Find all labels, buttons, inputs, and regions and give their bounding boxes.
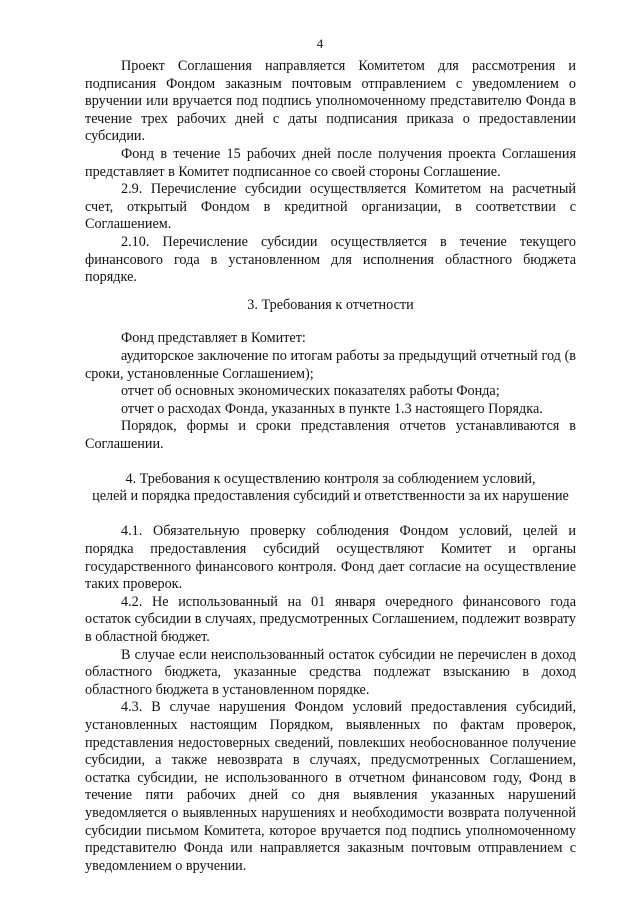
paragraph-fund-submits: Фонд представляет в Комитет: [121,330,306,347]
paragraph-economic-report: отчет об основных экономических показателях работы Фонда; [121,383,500,400]
section-4-heading-line-1: 4. Требования к осуществлению контроля за соблюдением условий, [125,471,536,488]
paragraph-2-9: 2.9. Перечисление субсидии осуществляется Комитетом на расчетный счет, открытый Фондом в кредитной организации, в соответствии с Соглашением. [85,181,576,233]
paragraph-2-10: 2.10. Перечисление субсидии осуществляется в течение текущего финансового года в установленном для исполнения областного бюджета порядке. [85,233,576,286]
paragraph-audit-report: аудиторское заключение по итогам работы за предыдущий отчетный год (в сроки, установленные Соглашением); [85,347,576,382]
document-body [85,58,576,875]
section-3-heading: 3. Требования к отчетности [247,296,414,313]
paragraph-fund-signing: Фонд в течение 15 рабочих дней после получения проекта Соглашения представляет в Комитет подписанное со своей стороны Соглашение. [85,145,576,180]
paragraph-expenses-report: отчет о расходах Фонда, указанных в пункте 1.3 настоящего Порядка. [121,400,543,417]
paragraph-4-1: 4.1. Обязательную проверку соблюдения Фондом условий, целей и порядка предоставления субсидий осуществляют Комитет и органы государственного финансового контроля. Фонд дает согласие на осуществление таких проверок. [85,523,576,593]
paragraph-4-2: 4.2. Не использованный на 01 января очередного финансового года остаток субсидии в случаях, предусмотренных Соглашением, подлежит возврату в областной бюджет. [85,593,576,646]
page-number: 4 [316,36,324,51]
paragraph-agreement-draft: Проект Соглашения направляется Комитетом для рассмотрения и подписания Фондом заказным почтовым отправлением с уведомлением о вручении или вручается под подпись уполномоченному представителю Фонда в течение трех рабочих дней с даты подписания приказа о предоставлении субсидии. [85,58,576,145]
section-4-heading [85,471,576,505]
paragraph-4-3: 4.3. В случае нарушения Фондом условий предоставления субсидий, установленных настоящим Порядком, выявленных по фактам проверок, представления недостоверных сведений, повлекших необоснованное получение субсидии, а также невозврата в случаях, предусмотренных Соглашением, остатка субсидии, не использованного в отчетном финансовом году, Фонд в течение пяти рабочих дней со дня выявления указанных нарушений уведомляется о выявленных нарушениях и необходимости возврата полученной субсидии письмом Комитета, которое вручается под подпись уполномоченному представителю Фонда или направляется заказным почтовым отправлением с уведомлением о вручении. [85,699,576,874]
paragraph-report-forms: Порядок, формы и сроки представления отчетов устанавливаются в Соглашении. [85,418,576,452]
section-4-heading-line-2: целей и порядка предоставления субсидий и ответственности за их нарушение [92,488,569,505]
paragraph-unused-balance: В случае если неиспользованный остаток субсидии не перечислен в доход областного бюджета, указанные средства подлежат взысканию в доход областного бюджета в установленном порядке. [85,646,576,698]
